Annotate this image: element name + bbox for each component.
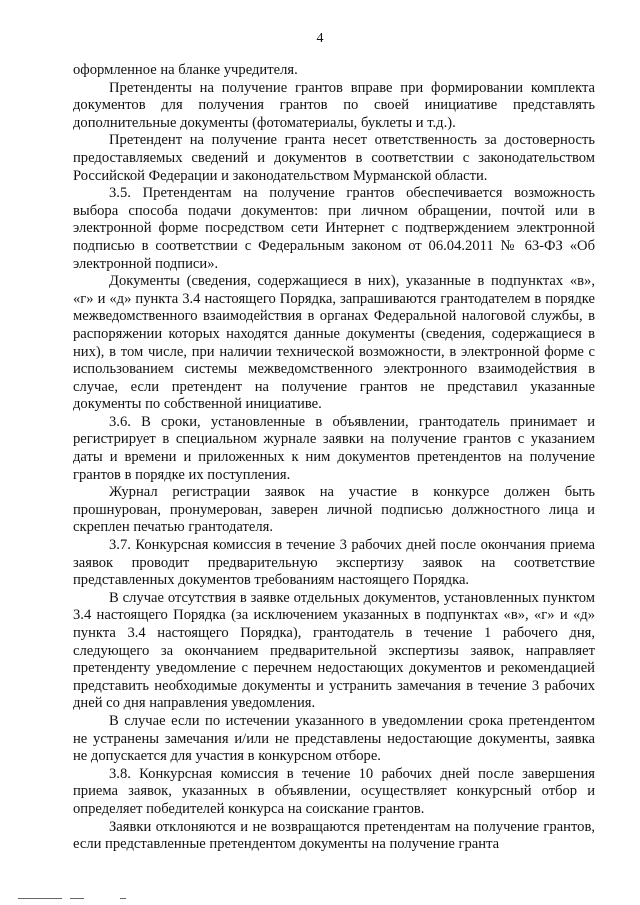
paragraph: оформленное на бланке учредителя. — [73, 62, 298, 78]
paragraph: В случае если по истечении указанного в уведомлении срока претендентом не устранены замечания и/или не представлены недостающие документы, заявка не допускается для участия в конкурсном отборе. — [73, 712, 595, 765]
paragraph: 3.8. Конкурсная комиссия в течение 10 рабочих дней после завершения приема заявок, указанных в объявлении, осуществляет конкурсный отбор и определяет победителей конкурса на соискание грантов. — [73, 765, 595, 817]
scan-mark — [70, 898, 84, 899]
document-body — [73, 62, 595, 854]
paragraph: Претендент на получение гранта несет ответственность за достоверность предоставляемых сведений и документов в соответствии с законодательством Российской Федерации и законодательством Мурманской области. — [73, 132, 595, 184]
page-number: 4 — [316, 31, 324, 46]
paragraph: Заявки отклоняются и не возвращаются претендентам на получение грантов, если представленные претендентом документы на получение гранта — [73, 818, 595, 853]
scan-mark — [18, 898, 62, 899]
paragraph: Журнал регистрации заявок на участие в конкурсе должен быть прошнурован, пронумерован, заверен личной подписью должностного лица и скреплен печатью грантодателя. — [73, 484, 595, 536]
paragraph: В случае отсутствия в заявке отдельных документов, установленных пунктом 3.4 настоящего Порядка (за исключением указанных в подпунктах «в», «г» и «д» пункта 3.4 настоящего Порядка), грантодатель в течение 1 рабочего дня, следующего за окончанием предварительной экспертизы заявок, направляет претенденту уведомление с перечнем недостающих документов и рекомендацией представить необходимые документы и устранить замечания в течение 3 рабочих дней со дня направления уведомления. — [73, 589, 595, 712]
scan-edge-marks — [0, 893, 640, 905]
scan-mark — [120, 898, 126, 899]
paragraph: 3.5. Претендентам на получение грантов обеспечивается возможность выбора способа подачи документов: при личном обращении, почтой или в электронной форме посредством сети Интернет с подтверждением электронной подписью в соответствии с Федеральным законом от 06.04.2011 № 63-ФЗ «Об электронной подписи». — [73, 185, 595, 272]
paragraph: Претенденты на получение грантов вправе при формировании комплекта документов для получения грантов по своей инициативе представлять дополнительные документы (фотоматериалы, буклеты и т.д.). — [73, 79, 595, 131]
paragraph: Документы (сведения, содержащиеся в них), указанные в подпунктах «в», «г» и «д» пункта 3.4 настоящего Порядка, запрашиваются грантодателем в порядке межведомственного взаимодействия в органах Федеральной налоговой службы, в распоряжении которых находятся данные документы (сведения, содержащиеся в них), в том числе, при наличии технической возможности, в электронной форме с использованием системы межведомственного электронного взаимодействия в случае, если претендент на получение грантов не представил указанные документы по собственной инициативе. — [73, 273, 595, 413]
paragraph: 3.7. Конкурсная комиссия в течение 3 рабочих дней после окончания приема заявок проводит предварительную экспертизу заявок на соответствие представленных документов требованиям настоящего Порядка. — [73, 537, 595, 589]
paragraph: 3.6. В сроки, установленные в объявлении, грантодатель принимает и регистрирует в специальном журнале заявки на получение грантов с указанием даты и времени и приложенных к ним документов претендентов на получение грантов в порядке их поступления. — [73, 413, 595, 483]
